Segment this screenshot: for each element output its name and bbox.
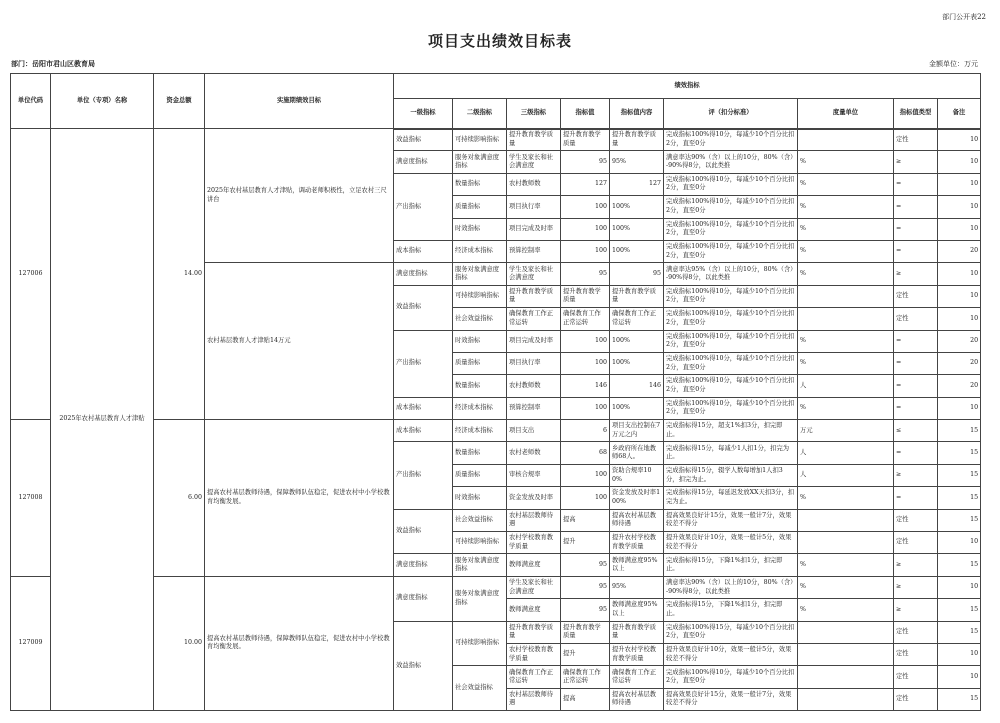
level1-cell: 效益指标 [394, 621, 453, 711]
level2-cell: 数量指标 [453, 442, 507, 464]
level3-cell: 项目完成及时率 [507, 330, 561, 352]
value-content-cell: 100% [610, 196, 664, 218]
value-cell: 100 [561, 397, 610, 419]
level1-cell: 满意度指标 [394, 263, 453, 285]
remark-cell: 10 [938, 285, 981, 307]
remark-cell: 10 [938, 576, 981, 598]
level2-cell: 时效指标 [453, 218, 507, 240]
header-level2: 二级指标 [453, 99, 507, 129]
measure-unit-cell [798, 621, 894, 643]
level2-cell: 社会效益指标 [453, 666, 507, 711]
level2-cell: 质量指标 [453, 464, 507, 486]
measure-unit-cell: % [798, 554, 894, 576]
value-cell: 95 [561, 576, 610, 598]
remark-cell: 10 [938, 666, 981, 688]
remark-cell: 20 [938, 330, 981, 352]
remark-cell: 10 [938, 151, 981, 173]
criteria-cell: 完成指标得15分，超支1%扣3分，扣完即止。 [664, 420, 798, 442]
measure-unit-cell: % [798, 487, 894, 509]
unit-code-cell: 127006 [11, 129, 51, 420]
level1-cell: 产出指标 [394, 173, 453, 240]
criteria-cell: 满意率达90%（含）以上的10分，80%（含）-90%得8分，以此类推 [664, 151, 798, 173]
level2-cell: 经济成本指标 [453, 420, 507, 442]
level1-cell: 满意度指标 [394, 576, 453, 621]
level1-cell: 效益指标 [394, 129, 453, 151]
value-cell: 100 [561, 464, 610, 486]
value-type-cell: ≥ [894, 554, 938, 576]
goal-cell: 提高农村基层教师待遇，保障教师队伍稳定，促进农村中小学校教育均衡发展。 [205, 420, 394, 577]
level3-cell: 提升教育教学质量 [507, 621, 561, 643]
value-type-cell: 定性 [894, 666, 938, 688]
measure-unit-cell [798, 308, 894, 330]
value-cell: 100 [561, 196, 610, 218]
value-type-cell: 定性 [894, 621, 938, 643]
level3-cell: 审核合规率 [507, 464, 561, 486]
level3-cell: 预算控制率 [507, 240, 561, 262]
level1-cell: 成本指标 [394, 397, 453, 419]
value-content-cell: 提高农村基层教师待遇 [610, 688, 664, 710]
measure-unit-cell [798, 643, 894, 665]
measure-unit-cell [798, 509, 894, 531]
value-content-cell: 100% [610, 240, 664, 262]
level3-cell: 农村基层教师待遇 [507, 688, 561, 710]
remark-cell: 10 [938, 129, 981, 151]
level2-cell: 质量指标 [453, 196, 507, 218]
value-cell: 提高 [561, 688, 610, 710]
level1-cell: 效益指标 [394, 509, 453, 554]
level3-cell: 农村学校教育教学质量 [507, 532, 561, 554]
value-cell: 提升教育教学质量 [561, 285, 610, 307]
unit-code-cell: 127009 [11, 576, 51, 710]
level3-cell: 教师满意度 [507, 554, 561, 576]
remark-cell: 10 [938, 263, 981, 285]
criteria-cell: 完成指标100%得10分，每减少10个百分比扣2分，直至0分 [664, 330, 798, 352]
value-type-cell: 定性 [894, 532, 938, 554]
measure-unit-cell: % [798, 218, 894, 240]
remark-cell: 10 [938, 173, 981, 195]
remark-cell: 15 [938, 442, 981, 464]
value-content-cell: 100% [610, 330, 664, 352]
level3-cell: 项目执行率 [507, 352, 561, 374]
measure-unit-cell: % [798, 173, 894, 195]
remark-cell: 20 [938, 240, 981, 262]
level3-cell: 提升教育教学质量 [507, 285, 561, 307]
remark-cell: 15 [938, 487, 981, 509]
value-content-cell: 提升教育教学质量 [610, 621, 664, 643]
measure-unit-cell: % [798, 240, 894, 262]
unit-code-cell: 127008 [11, 420, 51, 577]
value-type-cell: ≥ [894, 576, 938, 598]
remark-cell: 10 [938, 397, 981, 419]
remark-cell: 10 [938, 308, 981, 330]
criteria-cell: 满意率达95%（含）以上的10分，80%（含）-90%得8分，以此类推 [664, 263, 798, 285]
measure-unit-cell: % [798, 397, 894, 419]
header-project-name: 单位（专项）名称 [51, 74, 154, 129]
level1-cell: 产出指标 [394, 330, 453, 397]
value-content-cell: 95 [610, 263, 664, 285]
criteria-cell: 完成指标得15分，每延迟发放XX天扣3分，扣完为止。 [664, 487, 798, 509]
value-type-cell: = [894, 352, 938, 374]
value-cell: 100 [561, 218, 610, 240]
value-content-cell: 100% [610, 397, 664, 419]
goal-cell: 提高农村基层教师待遇，保障教师队伍稳定，促进农村中小学校教育均衡发展。 [205, 576, 394, 710]
remark-cell: 15 [938, 688, 981, 710]
level2-cell: 数量指标 [453, 173, 507, 195]
remark-cell: 15 [938, 621, 981, 643]
level3-cell: 项目完成及时率 [507, 218, 561, 240]
value-type-cell: ≥ [894, 464, 938, 486]
remark-cell: 10 [938, 532, 981, 554]
criteria-cell: 完成指标100%得10分，每减少10个百分比扣2分，直至0分 [664, 666, 798, 688]
header-criteria: 评（扣分标准） [664, 99, 798, 129]
remark-cell: 20 [938, 352, 981, 374]
value-type-cell: = [894, 375, 938, 397]
measure-unit-cell [798, 666, 894, 688]
value-cell: 6 [561, 420, 610, 442]
measure-unit-cell: % [798, 330, 894, 352]
value-cell: 提升 [561, 532, 610, 554]
level3-cell: 学生及家长和社会满意度 [507, 576, 561, 598]
level2-cell: 时效指标 [453, 330, 507, 352]
value-cell: 100 [561, 240, 610, 262]
level3-cell: 确保教育工作正常运转 [507, 666, 561, 688]
level3-cell: 农村教师数 [507, 375, 561, 397]
level2-cell: 可持续影响指标 [453, 129, 507, 151]
value-content-cell: 资助合规率100% [610, 464, 664, 486]
level2-cell: 服务对象满意度指标 [453, 151, 507, 173]
criteria-cell: 提升效果良好计10分，效果一般计5分，效果较差不得分 [664, 532, 798, 554]
measure-unit-cell: % [798, 263, 894, 285]
value-type-cell: 定性 [894, 509, 938, 531]
value-type-cell: ≥ [894, 263, 938, 285]
value-cell: 146 [561, 375, 610, 397]
value-type-cell: 定性 [894, 643, 938, 665]
level3-cell: 预算控制率 [507, 397, 561, 419]
value-content-cell: 确保教育工作正常运转 [610, 308, 664, 330]
value-content-cell: 95% [610, 151, 664, 173]
criteria-cell: 提高效果良好计15分，效果一般计7分，效果较差不得分 [664, 688, 798, 710]
level3-cell: 学生及家长和社会满意度 [507, 151, 561, 173]
level1-cell: 效益指标 [394, 285, 453, 330]
value-content-cell: 资金发放及时率100% [610, 487, 664, 509]
value-cell: 100 [561, 352, 610, 374]
value-type-cell: = [894, 196, 938, 218]
criteria-cell: 提高效果良好计15分，效果一般计7分，效果较差不得分 [664, 509, 798, 531]
criteria-cell: 完成指标得15分，下降1%扣1分，扣完即止。 [664, 599, 798, 621]
goal-cell: 2025年农村基层教育人才津贴，调动老师积极性，立足农村三尺讲台 [205, 129, 394, 263]
level3-cell: 农村基层教师待遇 [507, 509, 561, 531]
header-indicators: 绩效指标 [394, 74, 981, 99]
header-goal: 实施期绩效目标 [205, 74, 394, 129]
value-cell: 提升 [561, 643, 610, 665]
value-type-cell: 定性 [894, 285, 938, 307]
criteria-cell: 完成指标100%得10分，每减少10个百分比扣2分，直至0分 [664, 375, 798, 397]
value-cell: 127 [561, 173, 610, 195]
table-row [11, 576, 981, 598]
value-cell: 100 [561, 487, 610, 509]
criteria-cell: 完成指标100%得10分，每减少10个百分比扣2分，直至0分 [664, 240, 798, 262]
value-content-cell: 确保教育工作正常运转 [610, 666, 664, 688]
level2-cell: 服务对象满意度指标 [453, 576, 507, 621]
value-type-cell: = [894, 240, 938, 262]
criteria-cell: 满意率达90%（含）以上的10分，80%（含）-90%得8分，以此类推 [664, 576, 798, 598]
value-type-cell: = [894, 218, 938, 240]
value-content-cell: 提高农村基层教师待遇 [610, 509, 664, 531]
value-type-cell: 定性 [894, 129, 938, 151]
fund-total-cell: 10.00 [154, 576, 205, 710]
value-cell: 95 [561, 263, 610, 285]
value-type-cell: = [894, 442, 938, 464]
value-type-cell: 定性 [894, 308, 938, 330]
header-value: 指标值 [561, 99, 610, 129]
value-content-cell: 教师满意度95%以上 [610, 599, 664, 621]
level2-cell: 可持续影响指标 [453, 285, 507, 307]
header-level3: 三级指标 [507, 99, 561, 129]
remark-cell: 15 [938, 554, 981, 576]
value-content-cell: 127 [610, 173, 664, 195]
measure-unit-cell: % [798, 196, 894, 218]
level3-cell: 农村学校教育教学质量 [507, 643, 561, 665]
measure-unit-cell [798, 688, 894, 710]
value-type-cell: ≥ [894, 599, 938, 621]
value-content-cell: 提升农村学校教育教学质量 [610, 532, 664, 554]
table-row [11, 129, 981, 151]
criteria-cell: 完成指标100%得10分，每减少10个百分比扣2分，直至0分 [664, 397, 798, 419]
page-title: 项目支出绩效目标表 [427, 32, 572, 50]
level2-cell: 质量指标 [453, 352, 507, 374]
level2-cell: 数量指标 [453, 375, 507, 397]
measure-unit-cell [798, 285, 894, 307]
level3-cell: 提升教育教学质量 [507, 129, 561, 151]
goal-cell: 农村基层教育人才津贴14万元 [205, 263, 394, 420]
department-label: 部门：岳阳市君山区教育局 [11, 59, 95, 68]
level1-cell: 成本指标 [394, 420, 453, 442]
criteria-cell: 提升效果良好计10分，效果一般计5分，效果较差不得分 [664, 643, 798, 665]
remark-cell: 15 [938, 420, 981, 442]
header-value-type: 指标值类型 [894, 99, 938, 129]
criteria-cell: 完成指标100%得10分，每减少10个百分比扣2分，直至0分 [664, 218, 798, 240]
form-number: 部门公开表22 [942, 13, 986, 21]
level3-cell: 农村教师数 [507, 173, 561, 195]
criteria-cell: 完成指标得15分，下降1%扣1分，扣完即止。 [664, 554, 798, 576]
criteria-cell: 完成指标100%得10分，每减少10个百分比扣2分，直至0分 [664, 308, 798, 330]
value-cell: 确保教育工作正常运转 [561, 308, 610, 330]
value-cell: 95 [561, 599, 610, 621]
measure-unit-cell: 人 [798, 464, 894, 486]
amount-unit-label: 金额单位：万元 [929, 60, 978, 68]
table-row [11, 420, 981, 442]
remark-cell: 15 [938, 599, 981, 621]
value-cell: 100 [561, 330, 610, 352]
value-type-cell: = [894, 487, 938, 509]
level1-cell: 满意度指标 [394, 151, 453, 173]
header-level1: 一级指标 [394, 99, 453, 129]
criteria-cell: 完成指标100%得10分，每减少10个百分比扣2分，直至0分 [664, 173, 798, 195]
value-cell: 提升教育教学质量 [561, 129, 610, 151]
measure-unit-cell: 人 [798, 442, 894, 464]
value-content-cell: 提升教育教学质量 [610, 129, 664, 151]
value-type-cell: ≤ [894, 420, 938, 442]
level1-cell: 成本指标 [394, 240, 453, 262]
value-type-cell: = [894, 397, 938, 419]
header-value-content: 指标值内容 [610, 99, 664, 129]
value-type-cell: ≥ [894, 151, 938, 173]
measure-unit-cell [798, 532, 894, 554]
level2-cell: 社会效益指标 [453, 308, 507, 330]
value-cell: 95 [561, 554, 610, 576]
level2-cell: 社会效益指标 [453, 509, 507, 531]
level2-cell: 服务对象满意度指标 [453, 554, 507, 576]
value-content-cell: 100% [610, 352, 664, 374]
measure-unit-cell: 万元 [798, 420, 894, 442]
level2-cell: 可持续影响指标 [453, 532, 507, 554]
level3-cell: 项目执行率 [507, 196, 561, 218]
criteria-cell: 完成指标100%得10分，每减少10个百分比扣2分，直至0分 [664, 196, 798, 218]
measure-unit-cell: % [798, 599, 894, 621]
header-unit-code: 单位代码 [11, 74, 51, 129]
criteria-cell: 完成指标100%得10分，每减少10个百分比扣2分，直至0分 [664, 285, 798, 307]
measure-unit-cell: 人 [798, 375, 894, 397]
value-type-cell: 定性 [894, 688, 938, 710]
measure-unit-cell: % [798, 352, 894, 374]
value-content-cell: 乡政府所在地教师68人。 [610, 442, 664, 464]
measure-unit-cell: % [798, 151, 894, 173]
level2-cell: 经济成本指标 [453, 397, 507, 419]
level3-cell: 资金发放及时率 [507, 487, 561, 509]
fund-total-cell: 6.00 [154, 420, 205, 577]
value-type-cell: = [894, 330, 938, 352]
criteria-cell: 完成指标100%得10分，每减少10个百分比扣2分，直至0分 [664, 352, 798, 374]
remark-cell: 15 [938, 509, 981, 531]
value-content-cell: 提升教育教学质量 [610, 285, 664, 307]
remark-cell: 10 [938, 643, 981, 665]
level2-cell: 经济成本指标 [453, 240, 507, 262]
level3-cell: 项目支出 [507, 420, 561, 442]
level2-cell: 服务对象满意度指标 [453, 263, 507, 285]
level3-cell: 教师满意度 [507, 599, 561, 621]
value-type-cell: = [894, 173, 938, 195]
table-body [11, 129, 981, 711]
level3-cell: 学生及家长和社会满意度 [507, 263, 561, 285]
value-cell: 68 [561, 442, 610, 464]
value-content-cell: 提升农村学校教育教学质量 [610, 643, 664, 665]
header-fund-total: 资金总额 [154, 74, 205, 129]
value-content-cell: 95% [610, 576, 664, 598]
value-cell: 提升教育教学质量 [561, 621, 610, 643]
header-remark: 备注 [938, 99, 981, 129]
value-cell: 提高 [561, 509, 610, 531]
measure-unit-cell [798, 129, 894, 151]
project-name-cell: 2025年农村基层教育人才津贴 [51, 129, 154, 711]
value-content-cell: 项目支出控制在7万元之内 [610, 420, 664, 442]
level3-cell: 确保教育工作正常运转 [507, 308, 561, 330]
remark-cell: 20 [938, 375, 981, 397]
criteria-cell: 完成指标100%得15分，每减少10个百分比扣2分，直至0分 [664, 621, 798, 643]
value-content-cell: 146 [610, 375, 664, 397]
header-measure-unit: 度量单位 [798, 99, 894, 129]
level2-cell: 可持续影响指标 [453, 621, 507, 666]
remark-cell: 10 [938, 196, 981, 218]
criteria-cell: 完成指标得15分，辍学人数每增加1人扣3分，扣完为止。 [664, 464, 798, 486]
measure-unit-cell: % [798, 576, 894, 598]
value-content-cell: 教师满意度95%以上 [610, 554, 664, 576]
value-content-cell: 100% [610, 218, 664, 240]
value-cell: 确保教育工作正常运转 [561, 666, 610, 688]
remark-cell: 10 [938, 218, 981, 240]
level1-cell: 满意度指标 [394, 554, 453, 576]
level1-cell: 产出指标 [394, 442, 453, 509]
criteria-cell: 完成指标得15分，每减少1人扣1分，扣完为止。 [664, 442, 798, 464]
criteria-cell: 完成指标100%得10分，每减少10个百分比扣2分，直至0分 [664, 129, 798, 151]
level3-cell: 农村老师数 [507, 442, 561, 464]
value-cell: 95 [561, 151, 610, 173]
fund-total-cell: 14.00 [154, 129, 205, 420]
performance-target-table [10, 73, 981, 711]
level2-cell: 时效指标 [453, 487, 507, 509]
remark-cell: 15 [938, 464, 981, 486]
